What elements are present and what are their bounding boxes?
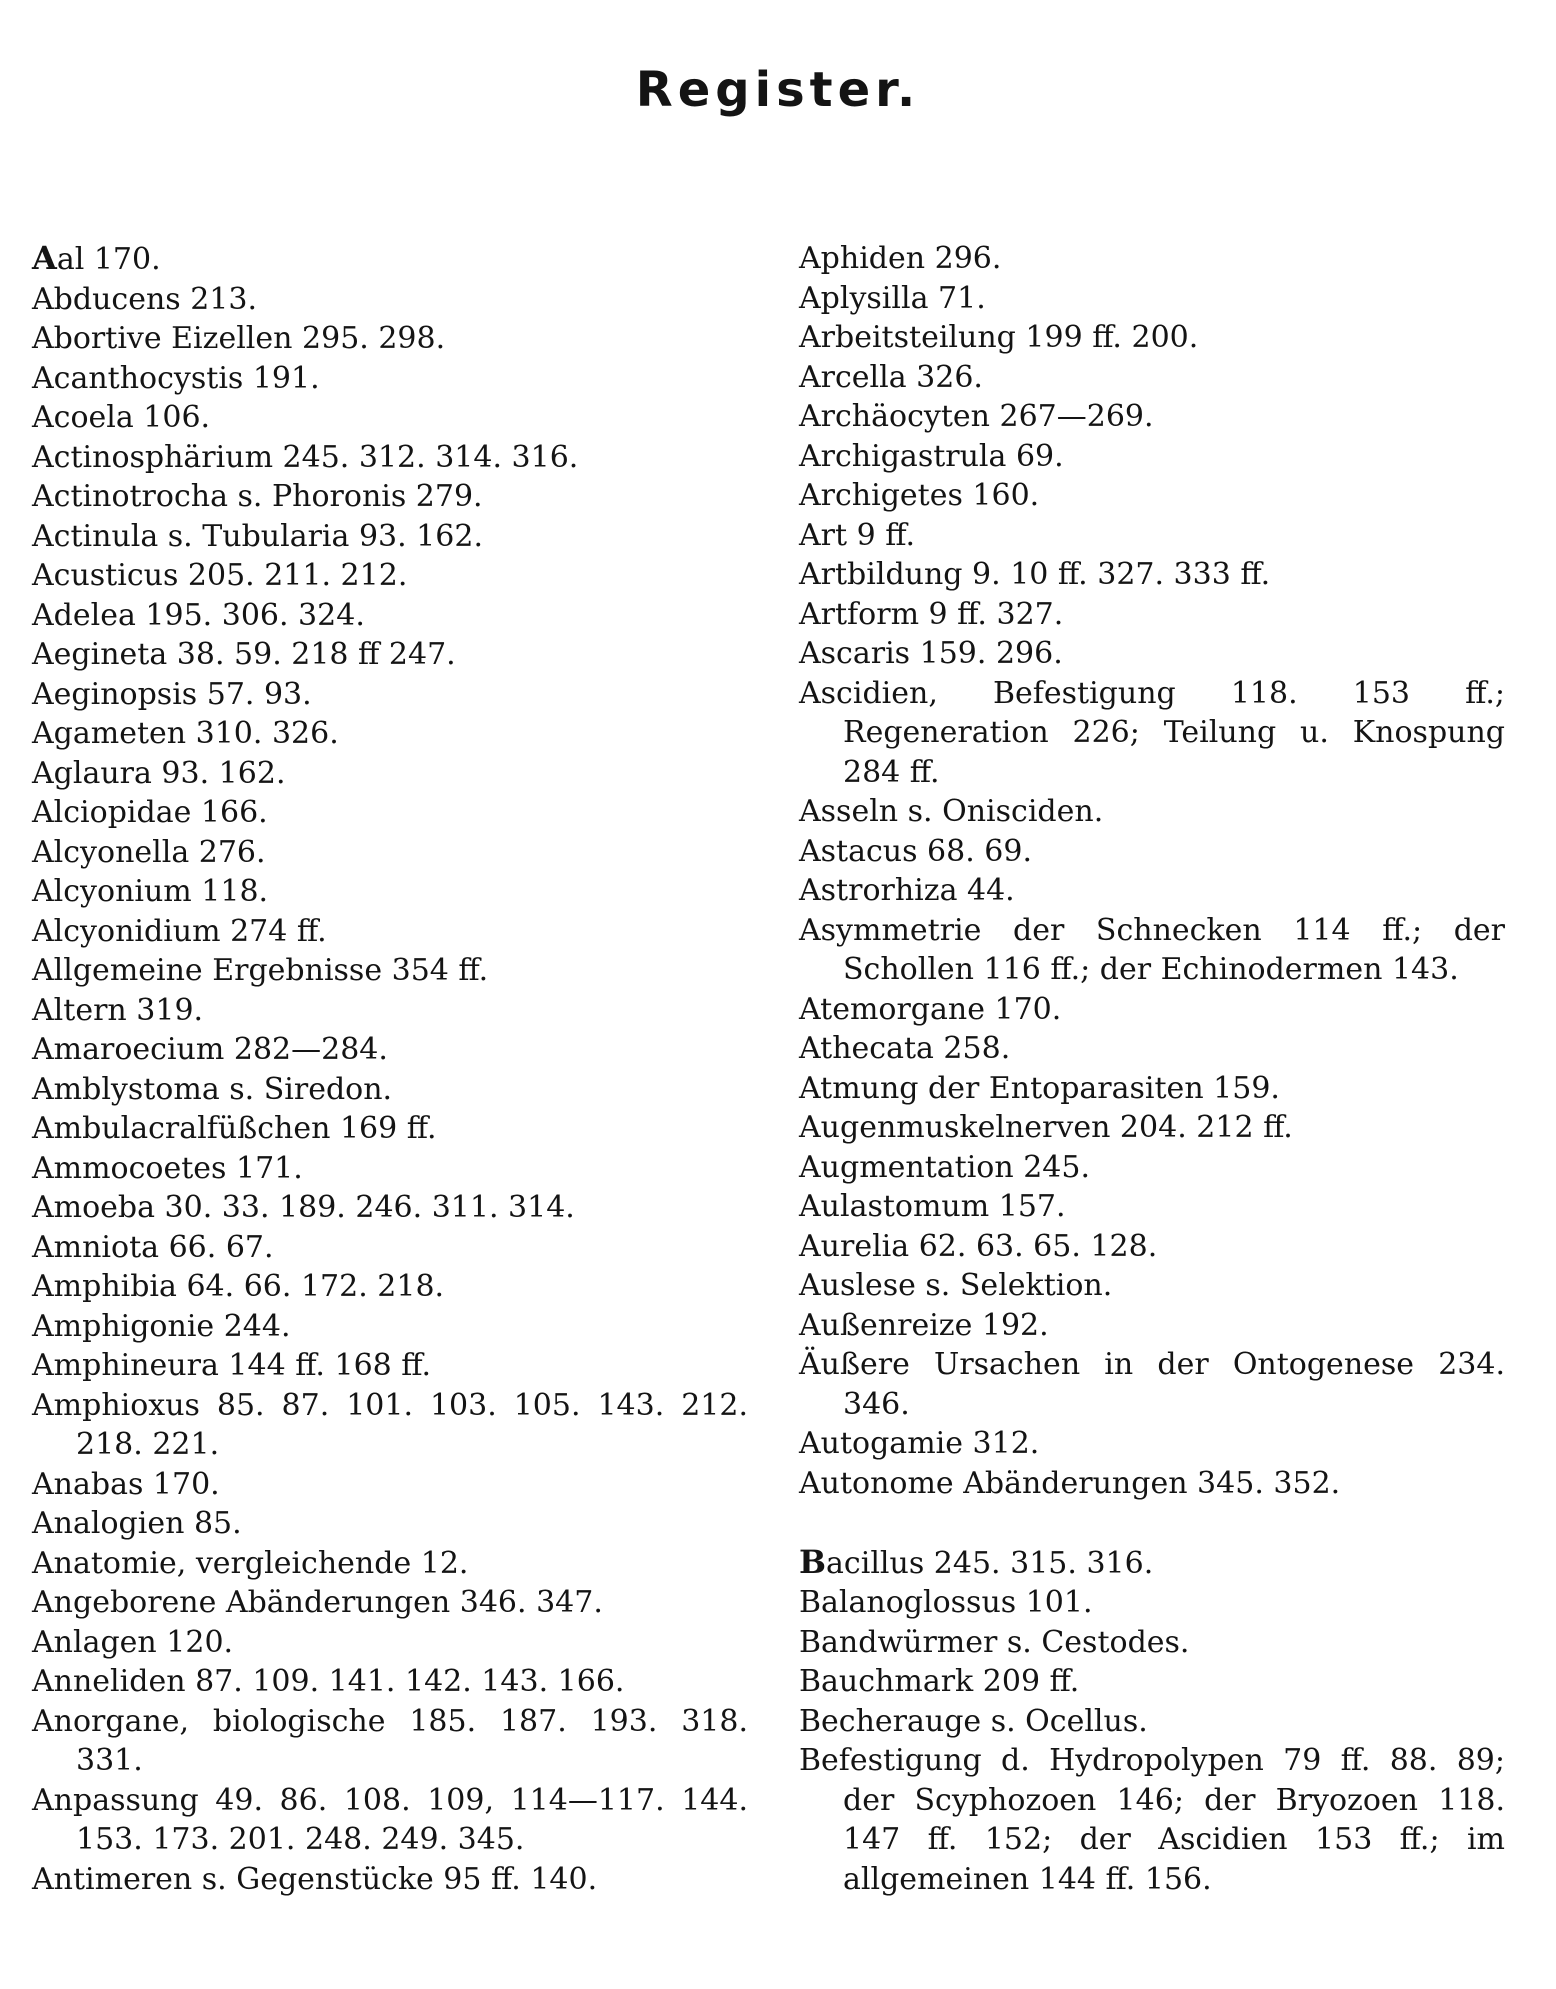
index-entry: Asymmetrie der Schnecken 114 ff.; der Schollen 116 ff.; der Echinodermen 143. <box>799 912 1505 987</box>
index-entry: Ascaris 159. 296. <box>799 636 1063 671</box>
index-entry: Äußere Ursachen in der Ontogenese 234. 346. <box>799 1347 1505 1422</box>
index-entry: Bauchmark 209 ff. <box>799 1664 1080 1699</box>
index-entry: Archäocyten 267—269. <box>799 399 1154 434</box>
index-entry: Aphiden 296. <box>799 241 1002 276</box>
index-entry: Atmung der Entoparasiten 159. <box>799 1070 1280 1106</box>
index-entry: Artform 9 ff. 327. <box>799 596 1064 632</box>
index-entry: Ambulacralfüßchen 169 ff. <box>32 1111 437 1146</box>
index-entry: Acoela 106. <box>32 400 211 435</box>
index-entry: Astrorhiza 44. <box>799 873 1015 908</box>
index-entry: Altern 319. <box>32 992 204 1028</box>
page-title: Register. <box>635 62 921 118</box>
index-entry: Abortive Eizellen 295. 298. <box>32 321 446 356</box>
index-entry: Ascidien, Befestigung 118. 153 ff.; Regeneration 226; Teilung u. Knospung 284 ff. <box>799 675 1505 790</box>
index-entry: Amoeba 30. 33. 189. 246. 311. 314. <box>32 1190 575 1225</box>
index-entry: Amphibia 64. 66. 172. 218. <box>32 1269 445 1304</box>
index-entry: Autogamie 312. <box>799 1426 1040 1461</box>
index-entry: Befestigung d. Hydropolypen 79 ff. 88. 89; der Scyphozoen 146; der Bryozoen 118. 147 ff. 152; der Ascidien 153 ff.; im allgemeinen 144 ff. 156. <box>799 1743 1505 1897</box>
index-entry: Aeginopsis 57. 93. <box>32 676 312 712</box>
index-entry: Artbildung 9. 10 ff. 327. 333 ff. <box>799 557 1271 592</box>
index-entry: Amaroecium 282—284. <box>32 1032 388 1067</box>
index-entry: Augenmuskelnerven 204. 212 ff. <box>799 1110 1293 1145</box>
index-entry: Anneliden 87. 109. 141. 142. 143. 166. <box>32 1664 625 1699</box>
section-spacer <box>799 1503 1505 1543</box>
index-entry: Adelea 195. 306. 324. <box>32 597 365 633</box>
index-entry: Alcyonella 276. <box>32 834 266 870</box>
index-entry: Actinosphärium 245. 312. 314. 316. <box>32 439 579 475</box>
index-entry: Aal 170. <box>32 239 161 277</box>
index-entry: Amniota 66. 67. <box>32 1229 274 1265</box>
index-entry: Atemorgane 170. <box>799 991 1062 1027</box>
index-entry: Athecata 258. <box>799 1031 1011 1066</box>
index-entry: Bandwürmer s. Cestodes. <box>799 1624 1190 1660</box>
index-entry: Anatomie, vergleichende 12. <box>32 1545 469 1581</box>
index-entry: Anpassung 49. 86. 108. 109, 114—117. 144. 153. 173. 201. 248. 249. 345. <box>32 1782 748 1857</box>
index-entry: Balanoglossus 101. <box>799 1585 1093 1620</box>
index-entry: Anorgane, biologische 185. 187. 193. 318. 331. <box>32 1703 748 1778</box>
index-entry: Art 9 ff. <box>799 517 916 553</box>
index-entry: Alciopidae 166. <box>32 795 268 830</box>
index-entry: Abducens 213. <box>32 281 257 317</box>
index-entry: Archigetes 160. <box>799 478 1040 513</box>
index-entry: Aurelia 62. 63. 65. 128. <box>799 1228 1158 1264</box>
index-entry: Amphigonie 244. <box>32 1308 291 1344</box>
index-entry: Agameten 310. 326. <box>32 716 339 751</box>
index-entry: Aulastomum 157. <box>799 1189 1066 1224</box>
index-entry: Astacus 68. 69. <box>799 833 1033 869</box>
index-entry: Actinula s. Tubularia 93. 162. <box>32 518 483 554</box>
index-entry: Bacillus 245. 315. 316. <box>799 1542 1154 1581</box>
index-entry: Acanthocystis 191. <box>32 360 320 396</box>
index-entry: Becherauge s. Ocellus. <box>799 1703 1148 1739</box>
index-entry: Auslese s. Selektion. <box>799 1268 1113 1303</box>
index-column-right <box>799 239 1505 1899</box>
index-entry: Arbeitsteilung 199 ff. 200. <box>799 320 1199 355</box>
index-entry: Anlagen 120. <box>32 1624 234 1660</box>
index-entry: Arcella 326. <box>799 359 983 395</box>
index-entry: Amblystoma s. Siredon. <box>32 1071 393 1107</box>
index-entry: Amphineura 144 ff. 168 ff. <box>32 1348 432 1383</box>
index-entry: Aegineta 38. 59. 218 ff 247. <box>32 637 456 672</box>
index-entry: Archigastrula 69. <box>799 438 1064 474</box>
index-entry: Angeborene Abänderungen 346. 347. <box>32 1585 603 1620</box>
index-entry: Außenreize 192. <box>799 1307 1049 1343</box>
index-entry: Augmentation 245. <box>799 1149 1091 1185</box>
index-entry: Alcyonidium 274 ff. <box>32 913 327 949</box>
index-entry: Ammocoetes 171. <box>32 1150 303 1186</box>
index-entry: Allgemeine Ergebnisse 354 ff. <box>32 953 489 988</box>
index-entry: Asseln s. Onisciden. <box>799 794 1104 829</box>
index-entry: Anabas 170. <box>32 1466 220 1502</box>
index-entry: Amphioxus 85. 87. 101. 103. 105. 143. 212. 218. 221. <box>32 1387 748 1462</box>
index-entry: Analogien 85. <box>32 1506 242 1541</box>
index-entry: Alcyonium 118. <box>32 874 269 909</box>
index-entry: Antimeren s. Gegenstücke 95 ff. 140. <box>32 1861 598 1897</box>
index-entry: Aglaura 93. 162. <box>32 755 286 791</box>
index-entry: Acusticus 205. 211. 212. <box>32 558 408 593</box>
index-entry: Aplysilla 71. <box>799 280 986 316</box>
index-entry: Autonome Abänderungen 345. 352. <box>799 1465 1341 1501</box>
index-entry: Actinotrocha s. Phoronis 279. <box>32 479 483 514</box>
index-column-left <box>32 239 748 1899</box>
